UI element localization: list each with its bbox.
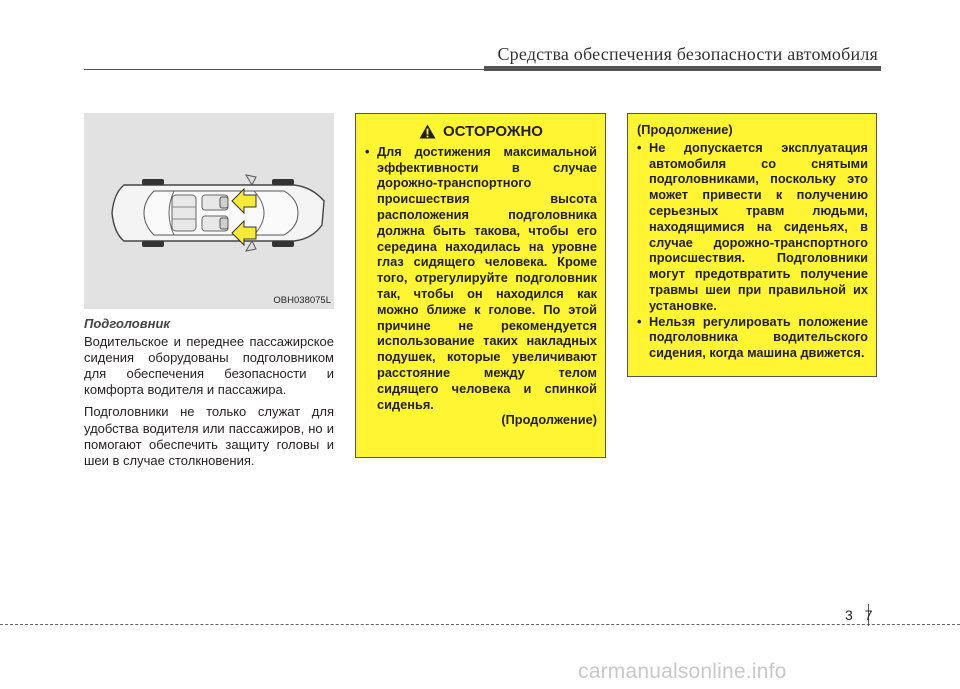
- warning-bullet-text: Не допускается эксплуатация автомобиля со снятыми подголовниками, поскольку это может привести к получению серьезных травм людьми, находящимися на сиденьях, в случае дорожно-транспортного происшествия. Подголовники могут предотвратить получение травмы шеи при правильной их установке.: [649, 139, 868, 313]
- warning-bullet: [637, 140, 868, 314]
- warning-bullet-text: Для достижения максимальной эффективности в случае дорожно-транспортного происшествия высота расположения подголовника должна быть такова, чтобы его середина находилась на уровне глаз сидящего человека. Кроме того, отрегулируйте подголовник так, чтобы он находился как можно ближе к голове. По этой причине не рекомендуется использование таких накладных подушек, которые увеличивают расстояние между телом сидящего человека и спинкой сиденья.: [377, 143, 597, 412]
- warning-bullet: [365, 144, 597, 413]
- warning-box: [355, 113, 606, 458]
- warning-bullet: [637, 314, 868, 361]
- bullet-dot: •: [637, 313, 642, 329]
- section-paragraph: Водительское и переднее пассажирское сидения оборудованы подголовником для обеспечения безопасности и комфорта водителя и пассажира.: [84, 334, 334, 398]
- warning-title-row: [365, 124, 597, 140]
- page-number: [845, 607, 873, 623]
- chapter-number: 3: [845, 607, 853, 623]
- continued-label: (Продолжение): [501, 412, 597, 428]
- section-subheading: Подголовник: [84, 316, 170, 331]
- car-seats-illustration: [84, 113, 334, 309]
- section-paragraph: Подголовники не только служат для удобства водителя или пассажиров, но и помогают обеспечить защиту головы и шеи в случае столкновения.: [84, 404, 334, 468]
- figure-code: OBH038075L: [273, 295, 331, 306]
- watermark: carmanualsonline.info: [578, 660, 787, 683]
- continued-label: (Продолжение): [637, 122, 733, 137]
- bullet-dot: •: [365, 143, 370, 159]
- warning-triangle-icon: [419, 124, 436, 139]
- page-header-title: Средства обеспечения безопасности автомобиля: [497, 44, 878, 64]
- footer-rule: [0, 624, 960, 625]
- warning-bullet-text: Нельзя регулировать положение подголовника водительского сидения, когда машина движется.: [649, 313, 868, 361]
- bullet-dot: •: [637, 139, 642, 155]
- warning-title: ОСТОРОЖНО: [443, 123, 543, 140]
- car-top-view-drawing: [84, 113, 334, 309]
- warning-box-continued: [627, 113, 877, 377]
- header-rule: [84, 69, 484, 70]
- header-rule-thick: [484, 66, 881, 71]
- page-number-value: 7: [864, 607, 873, 623]
- head-restraint-section: [84, 316, 334, 475]
